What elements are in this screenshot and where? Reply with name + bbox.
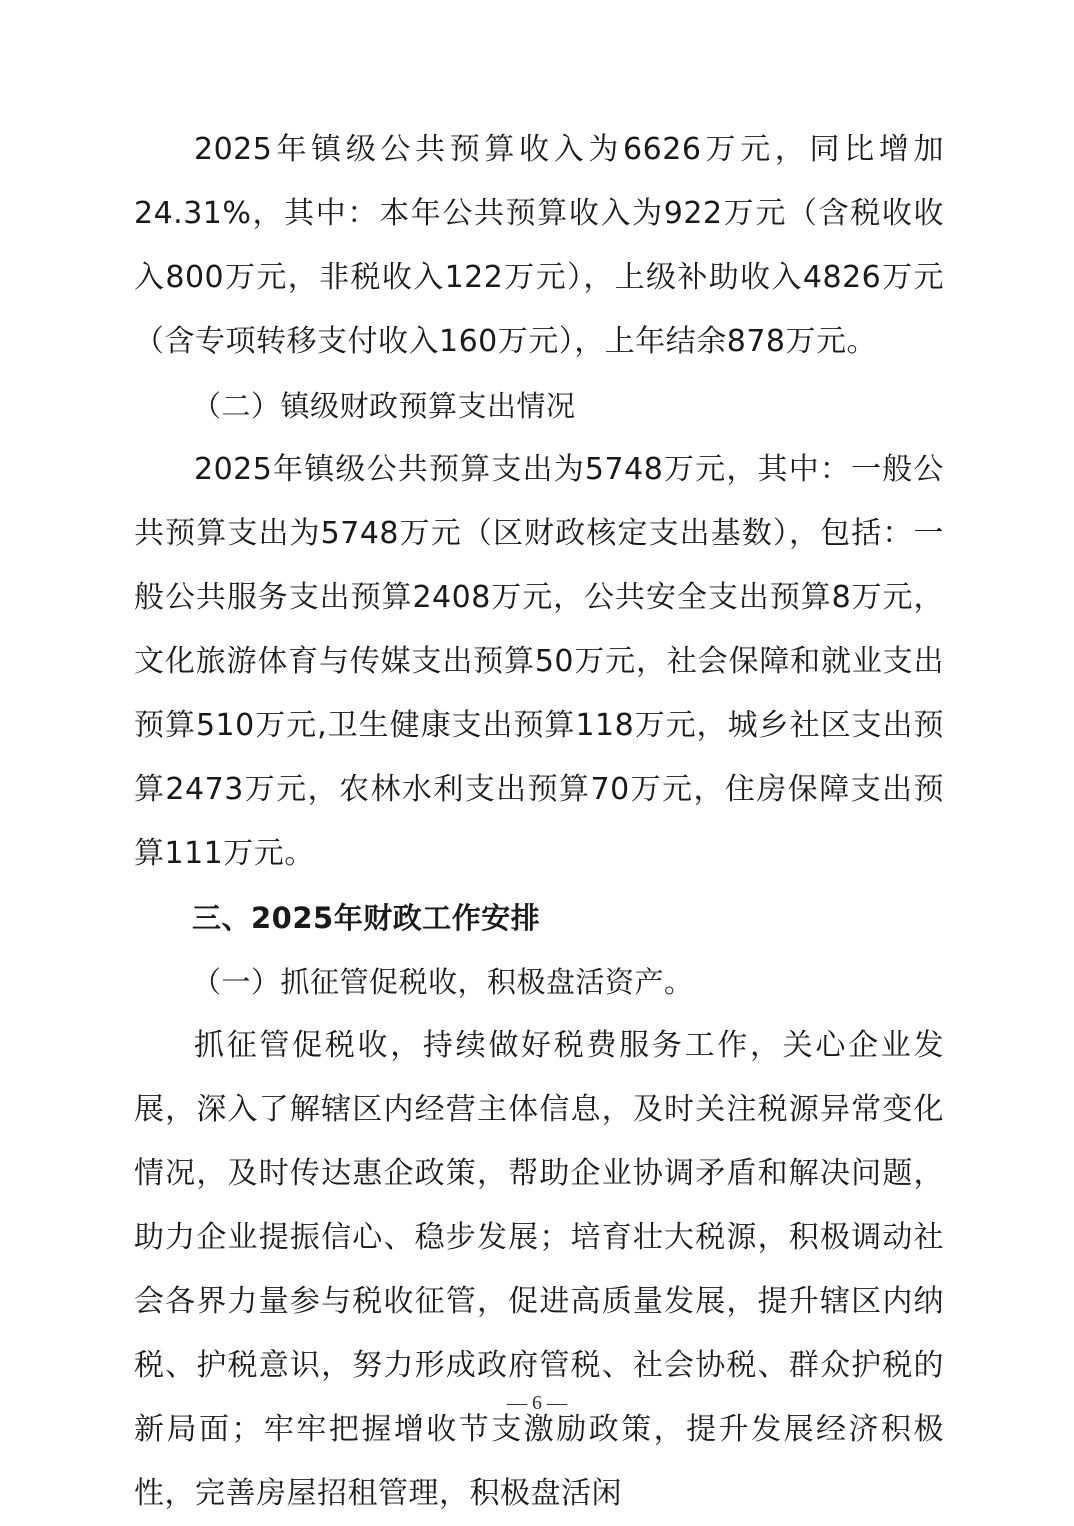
document-body — [134, 118, 944, 1526]
paragraph-revenue: 2025年镇级公共预算收入为6626万元，同比增加24.31%，其中：本年公共预算收入为922万元（含税收收入800万元，非税收入122万元），上级补助收入4826万元（含专项转移支付收入160万元），上年结余878万元。 — [134, 132, 944, 359]
paragraph-tax-collection: 抓征管促税收，持续做好税费服务工作，关心企业发展，深入了解辖区内经营主体信息，及时关注税源异常变化情况，及时传达惠企政策，帮助企业协调矛盾和解决问题，助力企业提振信心、稳步发展；培育壮大税源，积极调动社会各界力量参与税收征管，促进高质量发展，提升辖区内纳税、护税意识，努力形成政府管税、社会协税、群众护税的新局面；牢牢把握增收节支激励政策，提升发展经济积极性，完善房屋招租管理，积极盘活闲 — [134, 1028, 944, 1511]
page-number: — 6 — — [507, 1392, 567, 1414]
section-heading-work-plan: 三、2025年财政工作安排 — [192, 901, 541, 935]
subheading-tax-collection: （一）抓征管促税收，积极盘活资产。 — [192, 965, 694, 999]
subheading-expenditure: （二）镇级财政预算支出情况 — [192, 389, 576, 423]
paragraph-expenditure: 2025年镇级公共预算支出为5748万元，其中：一般公共预算支出为5748万元（区财政核定支出基数），包括：一般公共服务支出预算2408万元，公共安全支出预算8万元，文化旅游体育与传媒支出预算50万元，社会保障和就业支出预算510万元,卫生健康支出预算118万元，城乡社区支出预算2473万元，农林水利支出预算70万元，住房保障支出预算111万元。 — [134, 452, 944, 871]
